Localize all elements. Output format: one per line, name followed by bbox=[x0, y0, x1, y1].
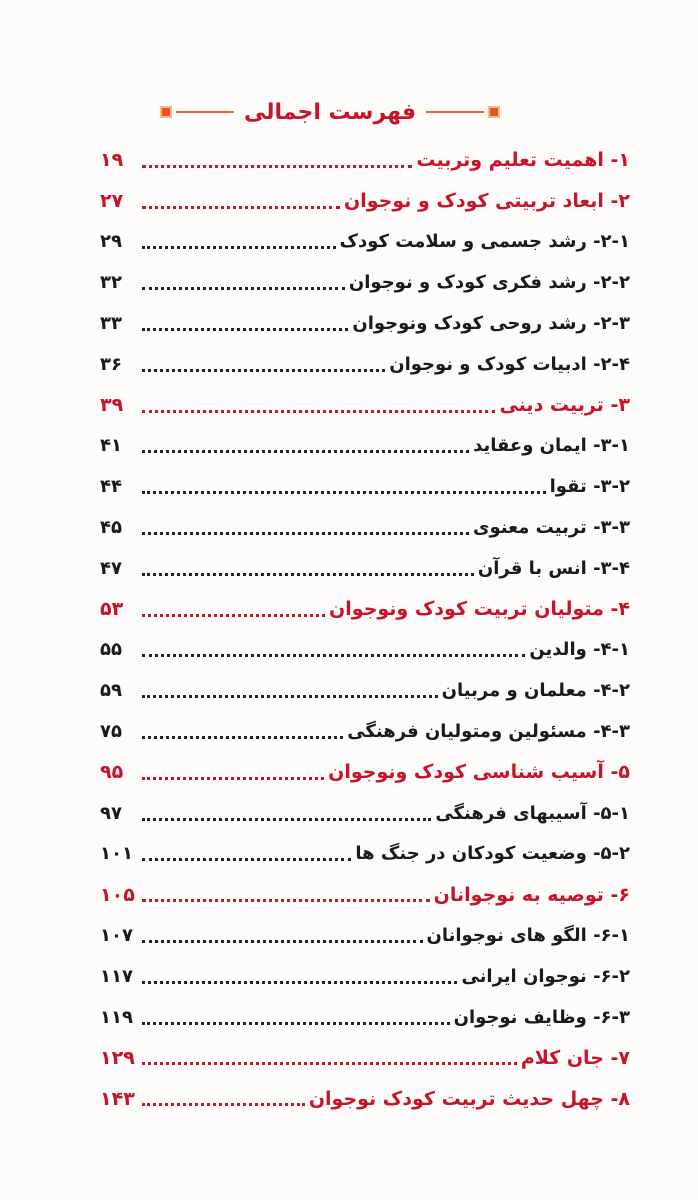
entry-page-number: ۵۵ bbox=[100, 639, 122, 661]
dot-leader bbox=[142, 940, 423, 943]
dot-leader bbox=[142, 532, 469, 535]
entry-label: ۳-۱- ایمان وعقاید bbox=[473, 435, 630, 457]
entry-label: ۴- متولیان تربیت کودک ونوجوان bbox=[329, 598, 630, 621]
toc-section-entry bbox=[100, 793, 630, 834]
entry-label: ۶- توصیه به نوجوانان bbox=[433, 883, 630, 906]
entry-page-number: ۳۹ bbox=[100, 394, 124, 417]
toc-title: فهرست اجمالی bbox=[243, 99, 417, 125]
dot-leader bbox=[142, 818, 431, 821]
entry-page-number: ۱۲۹ bbox=[100, 1046, 135, 1069]
entry-label: ۷- جان کلام bbox=[520, 1046, 630, 1069]
dot-leader bbox=[142, 369, 385, 372]
entry-page-number: ۴۴ bbox=[100, 476, 122, 498]
entry-label: ۶-۳- وظایف نوجوان bbox=[453, 1006, 630, 1028]
entry-label: ۴-۲- معلمان و مربیان bbox=[441, 680, 630, 702]
dot-leader bbox=[142, 246, 336, 249]
dot-leader bbox=[142, 287, 345, 290]
toc-section-entry bbox=[100, 834, 630, 875]
toc-chapter-entry bbox=[100, 589, 630, 630]
dot-leader bbox=[142, 858, 351, 861]
entry-label: ۲-۳- رشد روحی کودک ونوجوان bbox=[352, 313, 630, 335]
entry-page-number: ۱۱۹ bbox=[100, 1006, 133, 1028]
toc-chapter-entry bbox=[100, 874, 630, 915]
entry-page-number: ۷۵ bbox=[100, 721, 122, 743]
toc-section-entry bbox=[100, 956, 630, 997]
entry-label: ۵-۱- آسیبهای فرهنگی bbox=[435, 802, 630, 824]
dot-leader bbox=[142, 206, 340, 209]
entry-label: ۶-۱- الگو های نوجوانان bbox=[426, 925, 630, 947]
entry-page-number: ۱۰۷ bbox=[100, 925, 133, 947]
toc-section-entry bbox=[100, 262, 630, 303]
toc-section-entry bbox=[100, 548, 630, 589]
entry-page-number: ۱۱۷ bbox=[100, 965, 133, 987]
toc-section-entry bbox=[100, 711, 630, 752]
entry-page-number: ۳۳ bbox=[100, 313, 122, 335]
ornament-line-left bbox=[176, 111, 234, 113]
toc-chapter-entry bbox=[100, 385, 630, 426]
entry-label: ۳-۲- تقوا bbox=[549, 476, 630, 498]
dot-leader bbox=[142, 614, 325, 617]
dot-leader bbox=[142, 981, 457, 984]
entry-page-number: ۲۹ bbox=[100, 231, 122, 253]
entry-page-number: ۱۹ bbox=[100, 149, 124, 172]
toc-section-entry bbox=[100, 630, 630, 671]
toc-section-entry bbox=[100, 670, 630, 711]
dot-leader bbox=[142, 654, 525, 657]
ornament-line-right bbox=[426, 111, 484, 113]
toc-section-entry bbox=[100, 915, 630, 956]
entry-page-number: ۳۶ bbox=[100, 353, 122, 375]
entry-label: ۲-۱- رشد جسمی و سلامت کودک bbox=[339, 231, 630, 253]
entry-label: ۴-۱- والدین bbox=[529, 639, 630, 661]
dot-leader bbox=[142, 491, 546, 494]
dot-leader bbox=[142, 1062, 517, 1065]
entry-page-number: ۹۷ bbox=[100, 802, 122, 824]
toc-section-entry bbox=[100, 466, 630, 507]
toc-section-entry bbox=[100, 344, 630, 385]
dot-leader bbox=[142, 573, 474, 576]
toc-chapter-entry bbox=[100, 1038, 630, 1079]
dot-leader bbox=[142, 1103, 305, 1106]
entry-page-number: ۵۳ bbox=[100, 598, 124, 621]
entry-label: ۳-۳- تربیت معنوی bbox=[472, 517, 630, 539]
dot-leader bbox=[142, 695, 438, 698]
entry-page-number: ۴۱ bbox=[100, 435, 122, 457]
entry-page-number: ۱۴۳ bbox=[100, 1087, 135, 1110]
entry-label: ۴-۳- مسئولین ومتولیان فرهنگی bbox=[347, 721, 630, 743]
dot-leader bbox=[142, 165, 412, 168]
entry-page-number: ۵۹ bbox=[100, 680, 122, 702]
entry-page-number: ۲۷ bbox=[100, 190, 124, 213]
entry-label: ۸- چهل حدیث تربیت کودک نوجوان bbox=[308, 1087, 630, 1110]
toc-section-entry bbox=[100, 997, 630, 1038]
dot-leader bbox=[142, 899, 430, 902]
entry-page-number: ۴۷ bbox=[100, 557, 122, 579]
entry-label: ۶-۲- نوجوان ایرانی bbox=[461, 965, 630, 987]
entry-page-number: ۴۵ bbox=[100, 517, 122, 539]
entry-label: ۲- ابعاد تربیتی کودک و نوجوان bbox=[343, 190, 630, 213]
toc-section-entry bbox=[100, 222, 630, 263]
ornament-square-left-icon bbox=[160, 106, 172, 118]
dot-leader bbox=[142, 410, 495, 413]
toc-section-entry bbox=[100, 426, 630, 467]
dot-leader bbox=[142, 450, 469, 453]
toc-section-entry bbox=[100, 303, 630, 344]
toc-title-row bbox=[160, 95, 500, 129]
entry-label: ۱- اهمیت تعلیم وتربیت bbox=[416, 149, 630, 172]
toc-chapter-entry bbox=[100, 181, 630, 222]
dot-leader bbox=[142, 1022, 450, 1025]
dot-leader bbox=[142, 777, 324, 780]
toc-chapter-entry bbox=[100, 1078, 630, 1119]
toc-chapter-entry bbox=[100, 752, 630, 793]
entry-label: ۵-۲- وضعیت کودکان در جنگ ها bbox=[355, 843, 630, 865]
entry-label: ۵- آسیب شناسی کودک ونوجوان bbox=[328, 761, 630, 784]
entry-label: ۳-۴- انس با قرآن bbox=[477, 557, 630, 579]
dot-leader bbox=[142, 328, 348, 331]
ornament-square-right-icon bbox=[488, 106, 500, 118]
toc-section-entry bbox=[100, 507, 630, 548]
entry-label: ۲-۴- ادبیات کودک و نوجوان bbox=[389, 353, 630, 375]
entry-page-number: ۹۵ bbox=[100, 761, 124, 784]
toc-chapter-entry bbox=[100, 140, 630, 181]
entry-label: ۲-۲- رشد فکری کودک و نوجوان bbox=[348, 272, 630, 294]
entry-page-number: ۱۰۱ bbox=[100, 843, 133, 865]
entry-page-number: ۳۲ bbox=[100, 272, 122, 294]
entry-label: ۳- تربیت دینی bbox=[499, 394, 630, 417]
toc-list bbox=[100, 140, 630, 1119]
dot-leader bbox=[142, 736, 343, 739]
entry-page-number: ۱۰۵ bbox=[100, 883, 135, 906]
